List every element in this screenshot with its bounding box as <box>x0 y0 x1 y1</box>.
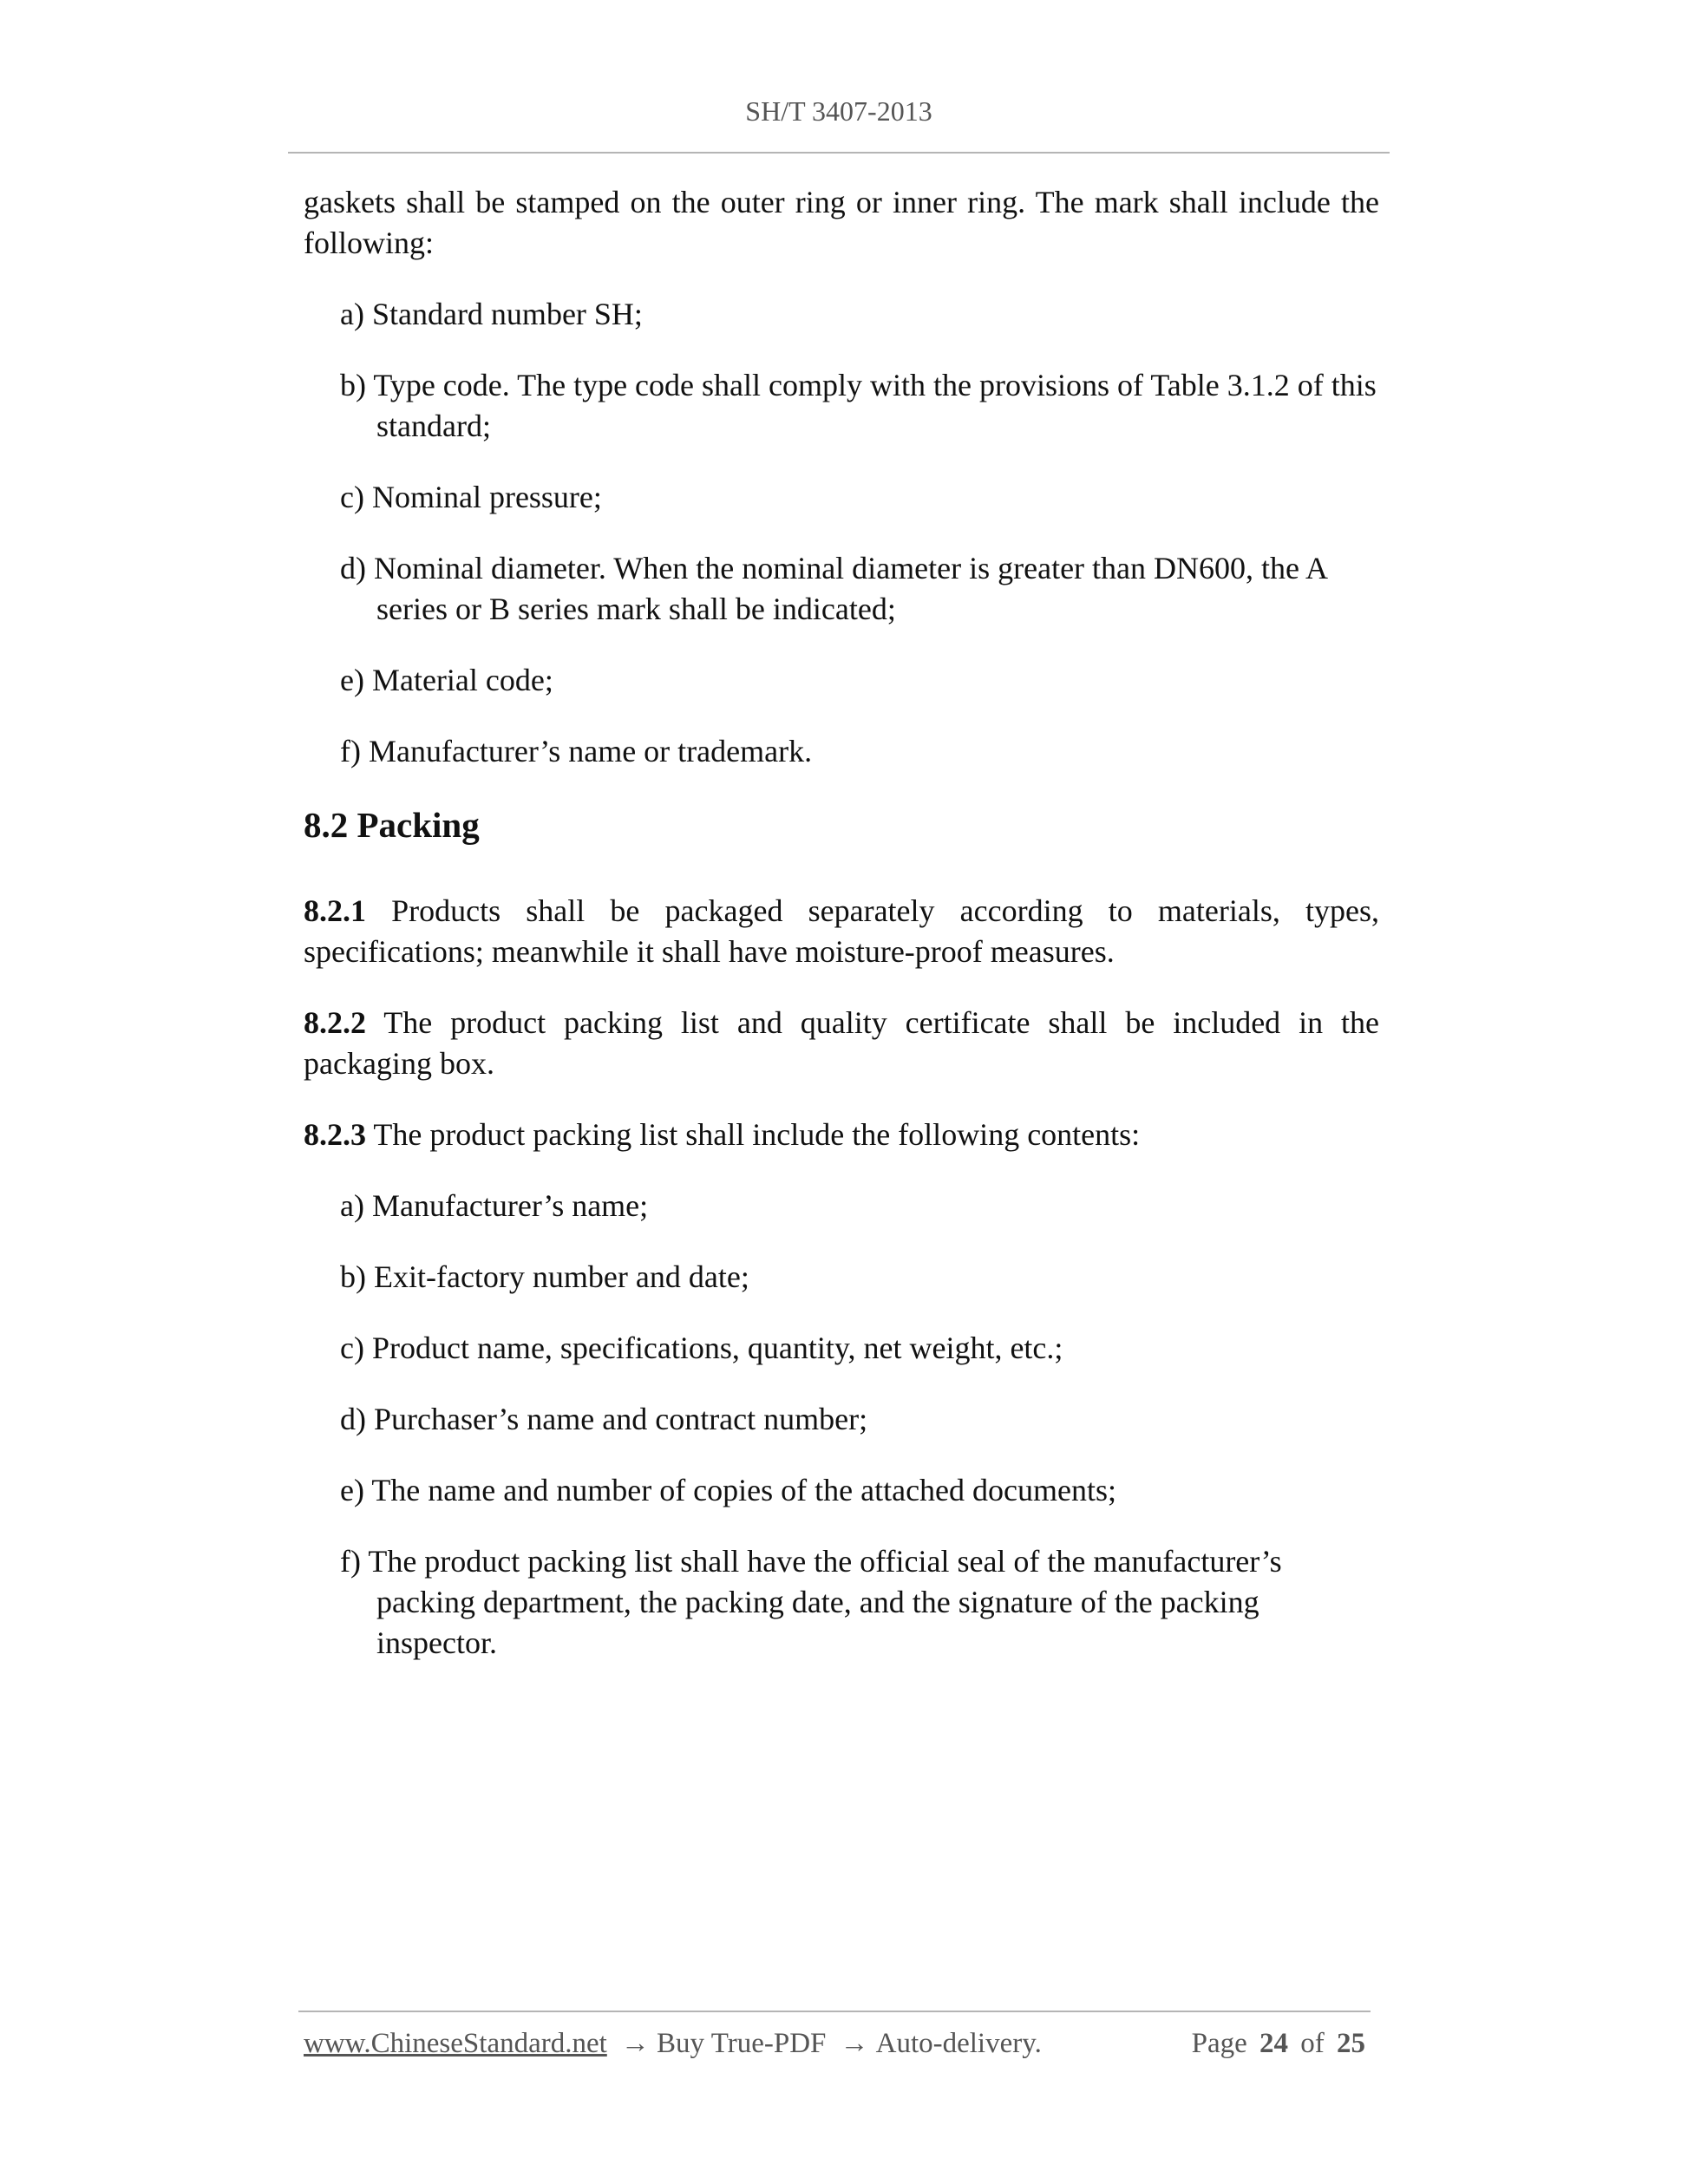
buy-true-pdf-text: Buy True-PDF <box>657 2028 827 2059</box>
clause-number: 8.2.3 <box>304 1117 366 1152</box>
clause-8-2-1 <box>304 891 1379 972</box>
packing-item-c: c) Product name, specifications, quantity, net weight, etc.; <box>340 1331 1063 1365</box>
mark-item-e: e) Material code; <box>340 663 553 697</box>
site-link[interactable]: www.ChineseStandard.net <box>304 2028 607 2059</box>
clause-8-2-2 <box>304 1003 1379 1084</box>
intro-paragraph: gaskets shall be stamped on the outer ring or inner ring. The mark shall include the following: <box>304 185 1379 260</box>
clause-text: The product packing list shall include the following contents: <box>366 1117 1141 1152</box>
clause-number: 8.2.1 <box>304 893 366 928</box>
clause-number: 8.2.2 <box>304 1005 366 1040</box>
packing-item-d: d) Purchaser’s name and contract number; <box>340 1402 868 1436</box>
header-divider <box>288 152 1390 154</box>
footer-promo <box>304 2028 1042 2060</box>
total-pages-number: 25 <box>1337 2028 1365 2059</box>
mark-item-f: f) Manufacturer’s name or trademark. <box>340 734 813 768</box>
arrow-right-icon: → <box>621 2028 651 2059</box>
packing-item-f: f) The product packing list shall have the official seal of the manufacturer’s packing department, the packing date, and the signature of the packing inspector. <box>340 1544 1282 1660</box>
document-code-header: SH/T 3407-2013 <box>745 95 932 127</box>
section-heading-packing: 8.2 Packing <box>304 805 480 845</box>
of-label: of <box>1300 2028 1325 2059</box>
mark-item-a: a) Standard number SH; <box>340 297 643 331</box>
packing-item-a: a) Manufacturer’s name; <box>340 1188 649 1223</box>
current-page-number: 24 <box>1259 2028 1288 2059</box>
page-content <box>304 182 1379 1694</box>
mark-item-b: b) Type code. The type code shall comply with the provisions of Table 3.1.2 of this standard; <box>340 368 1377 443</box>
mark-item-c: c) Nominal pressure; <box>340 480 602 514</box>
footer-divider <box>298 2011 1371 2012</box>
packing-item-b: b) Exit-factory number and date; <box>340 1259 749 1294</box>
page-counter <box>1192 2028 1371 2060</box>
mark-item-d: d) Nominal diameter. When the nominal diameter is greater than DN600, the A series or B series mark shall be indicated; <box>340 551 1327 626</box>
page-label: Page <box>1191 2028 1247 2059</box>
clause-text: The product packing list and quality certificate shall be included in the packaging box. <box>304 1005 1379 1081</box>
packing-item-e: e) The name and number of copies of the attached documents; <box>340 1473 1117 1507</box>
auto-delivery-text: Auto-delivery. <box>875 2028 1042 2059</box>
clause-8-2-3 <box>304 1115 1379 1155</box>
arrow-right-icon: → <box>840 2028 869 2059</box>
clause-text: Products shall be packaged separately according to materials, types, specifications; meanwhile it shall have moisture-proof measures. <box>304 893 1379 969</box>
